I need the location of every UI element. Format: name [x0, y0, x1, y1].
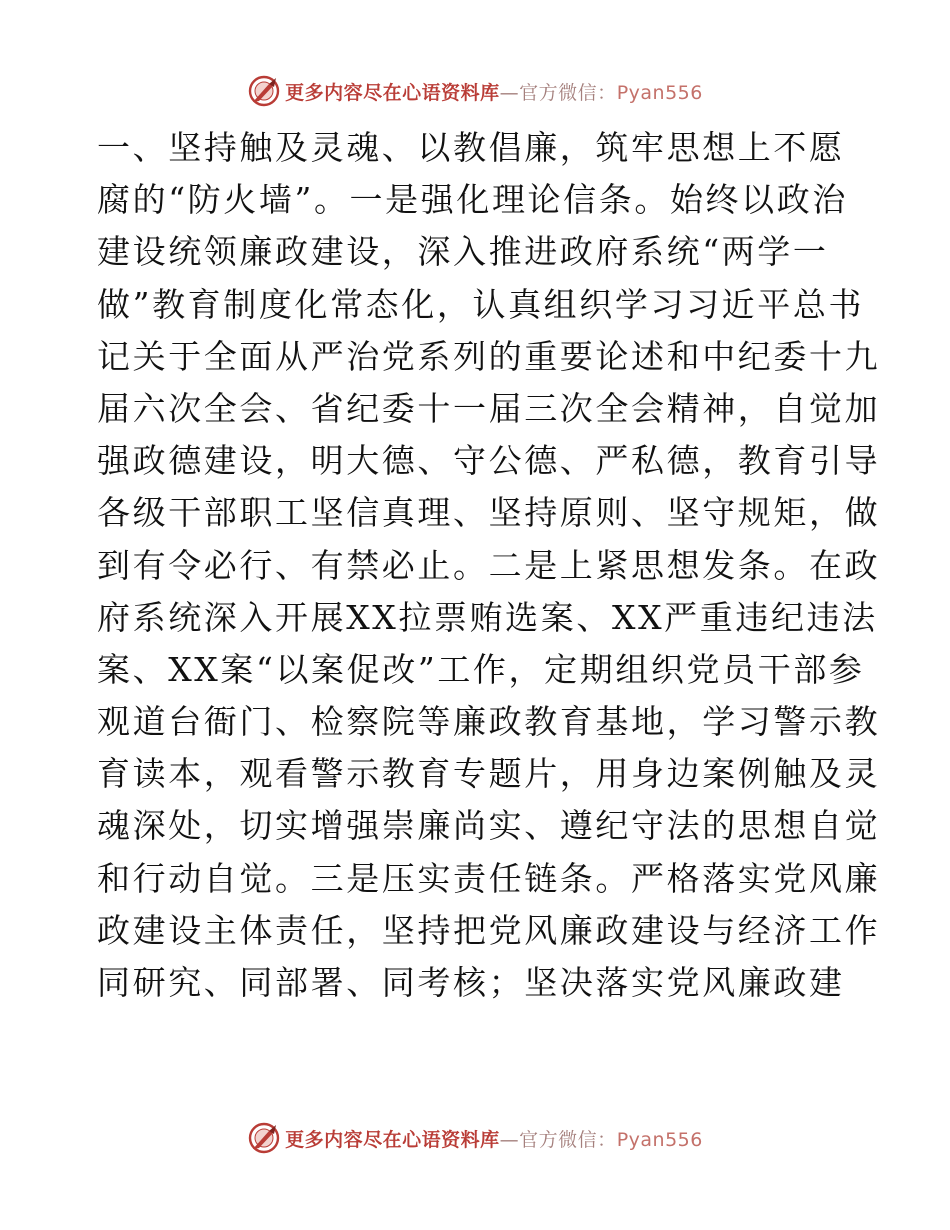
paragraph-line: 届六次全会、省纪委十一届三次全会精神，自觉加 — [97, 388, 881, 428]
paragraph-line: 做”教育制度化常态化，认真组织学习习近平总书 — [97, 284, 865, 324]
watermark-official-text: 官方微信： — [519, 1128, 617, 1151]
footer-watermark — [0, 1118, 950, 1158]
watermark-official-text: 官方微信： — [519, 81, 617, 104]
paragraph-line: 建设统领廉政建设，深入推进政府系统“两学一 — [97, 232, 829, 272]
paragraph-line: 记关于全面从严治党系列的重要论述和中纪委十九 — [97, 336, 881, 376]
watermark-dash: — — [499, 81, 520, 104]
watermark-text — [285, 78, 703, 105]
paragraph-line: 和行动自觉。三是压实责任链条。严格落实党风廉 — [97, 858, 881, 898]
paragraph-line: 府系统深入开展XX拉票贿选案、XX严重违纪违法 — [97, 597, 878, 637]
quill-pen-seal-icon — [247, 1121, 281, 1155]
watermark-wechat-id: Pyan556 — [616, 1128, 703, 1151]
watermark-wechat-id: Pyan556 — [616, 81, 703, 104]
paragraph-line: 案、XX案“以案促改”工作，定期组织党员干部参 — [97, 649, 865, 689]
paragraph-line: 同研究、同部署、同考核；坚决落实党风廉政建 — [97, 963, 845, 1002]
watermark-site-text: 更多内容尽在心语资料库 — [285, 81, 500, 104]
paragraph-line: 到有令必行、有禁必止。二是上紧思想发条。在政 — [97, 545, 881, 585]
paragraph-line: 各级干部职工坚信真理、坚持原则、坚守规矩，做 — [97, 493, 881, 533]
paragraph-line: 魂深处，切实增强崇廉尚实、遵纪守法的思想自觉 — [97, 806, 881, 846]
header-watermark — [0, 71, 950, 111]
watermark-text — [285, 1125, 703, 1152]
paragraph-line: 腐的“防火墙”。一是强化理论信条。始终以政治 — [97, 180, 848, 220]
paragraph-line: 强政德建设，明大德、守公德、严私德，教育引导 — [97, 441, 881, 481]
paragraph-line: 一、坚持触及灵魂、以教倡廉，筑牢思想上不愿 — [97, 128, 845, 167]
paragraph-line: 政建设主体责任，坚持把党风廉政建设与经济工作 — [97, 910, 881, 950]
paragraph-line: 观道台衙门、检察院等廉政教育基地，学习警示教 — [97, 702, 881, 742]
watermark-dash: — — [499, 1128, 520, 1151]
paragraph-line: 育读本，观看警示教育专题片，用身边案例触及灵 — [97, 754, 881, 794]
quill-pen-seal-icon — [247, 74, 281, 108]
document-body — [97, 122, 881, 1009]
watermark-site-text: 更多内容尽在心语资料库 — [285, 1128, 500, 1151]
